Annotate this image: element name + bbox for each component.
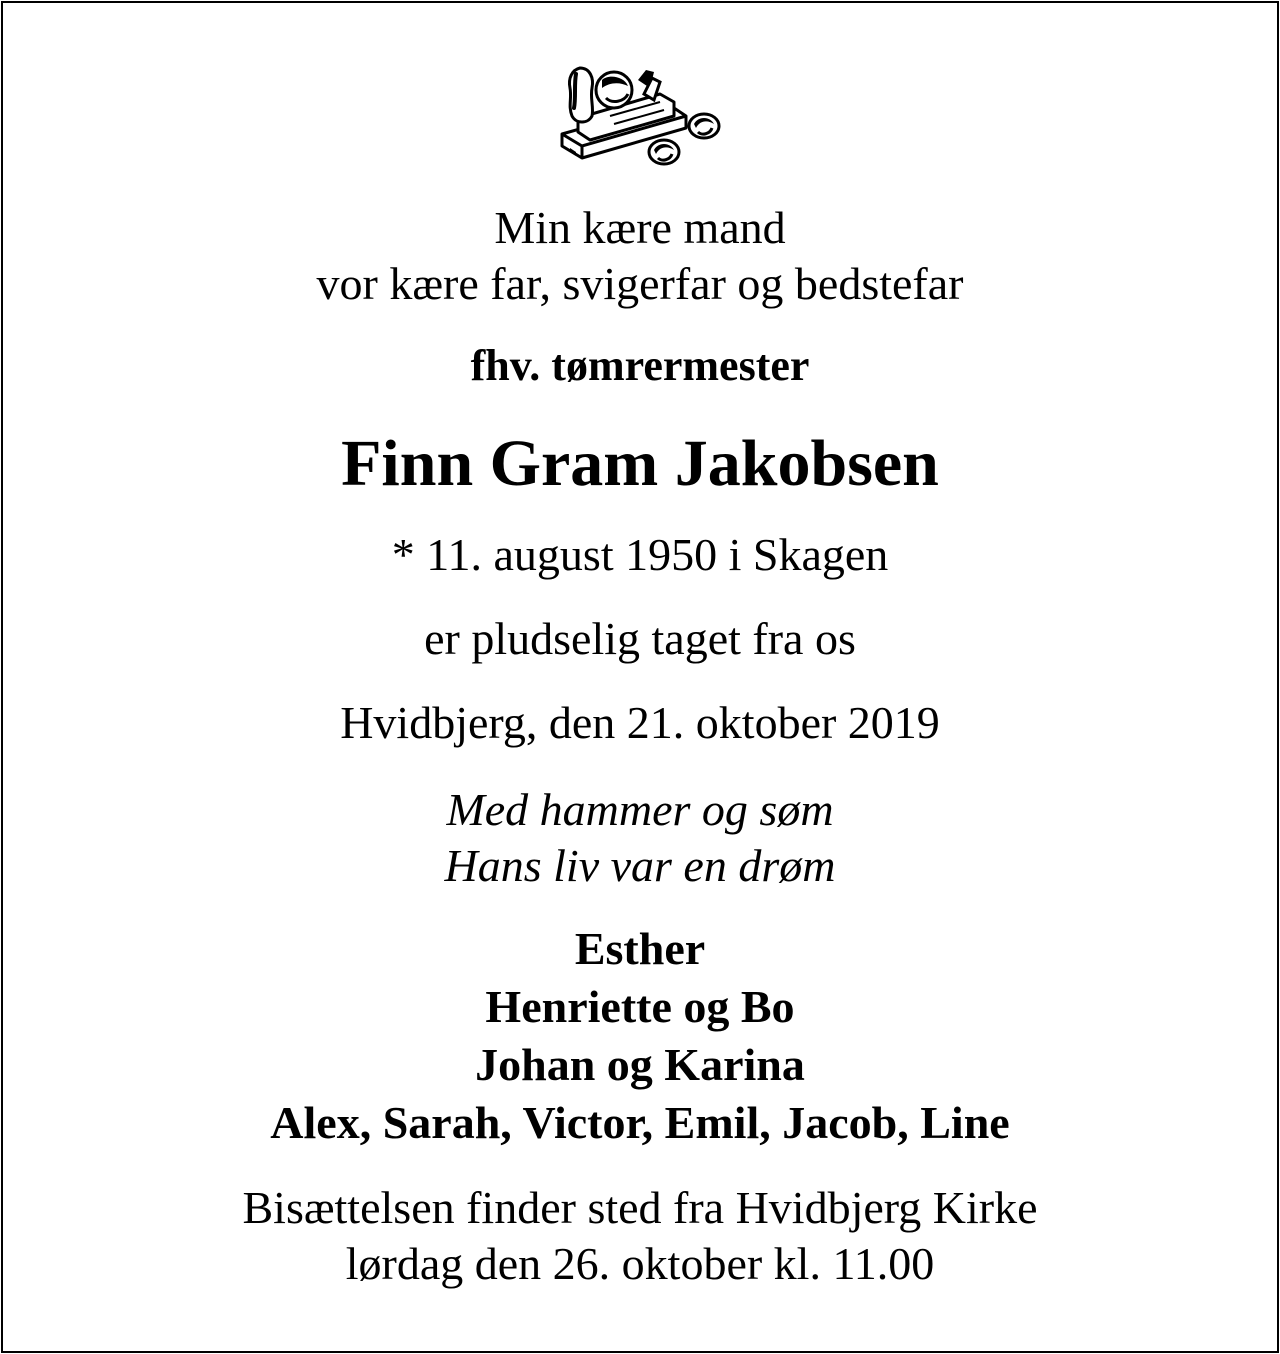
passing-statement: er pludselig taget fra os — [424, 613, 856, 664]
place-and-date: Hvidbjerg, den 21. oktober 2019 — [340, 697, 940, 748]
deceased-name: Finn Gram Jakobsen — [341, 427, 939, 500]
intro-line-1: Min kære mand — [494, 202, 786, 253]
birth-info: * 11. august 1950 i Skagen — [391, 529, 889, 580]
funeral-line-1: Bisættelsen finder sted fra Hvidbjerg Kirke — [242, 1182, 1038, 1233]
carpenter-tools-icon — [550, 58, 730, 173]
verse-line-2: Hans liv var en drøm — [444, 840, 836, 891]
family-line-2: Henriette og Bo — [485, 981, 795, 1032]
funeral-line-2: lørdag den 26. oktober kl. 11.00 — [345, 1238, 935, 1289]
deceased-title: fhv. tømrermester — [470, 341, 810, 390]
family-line-1: Esther — [574, 923, 706, 974]
verse-line-1: Med hammer og søm — [446, 784, 834, 835]
family-line-4: Alex, Sarah, Victor, Emil, Jacob, Line — [270, 1097, 1010, 1148]
intro-line-2: vor kære far, svigerfar og bedstefar — [316, 258, 964, 309]
family-line-3: Johan og Karina — [475, 1039, 805, 1090]
